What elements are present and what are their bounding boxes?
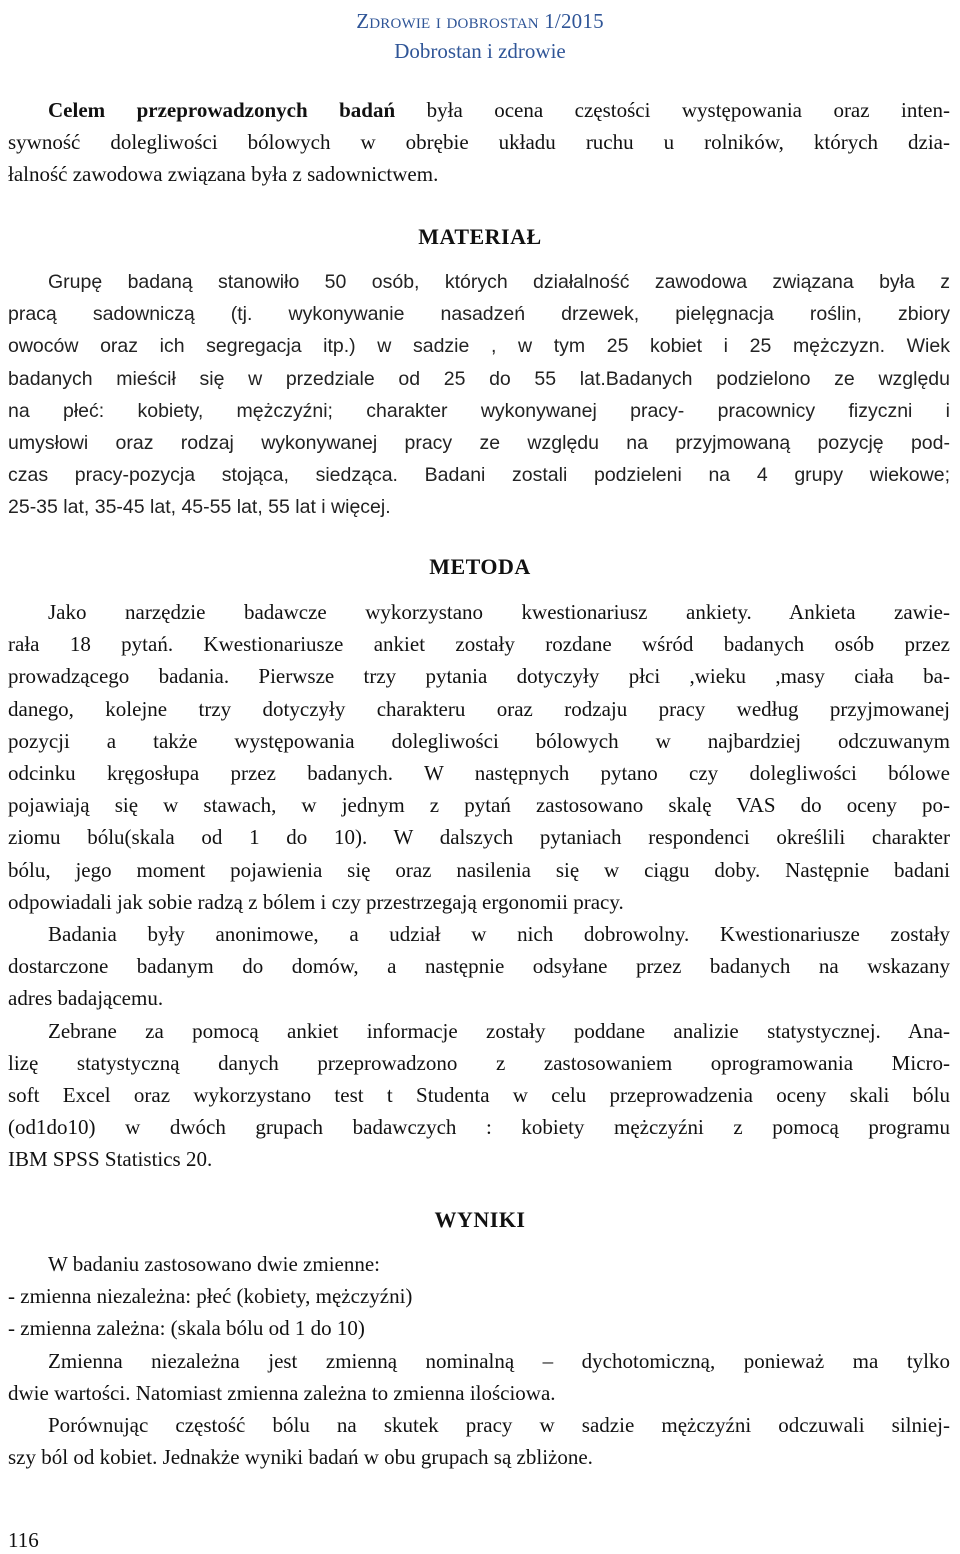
method-p2-line-1: Badania były anonimowe, a udział w nich dobrowolny. Kwestionariusze zostały	[48, 922, 950, 947]
aim-paragraph	[8, 94, 950, 191]
method-line-10: odpowiadali jak sobie radzą z bólem i czy przestrzegają ergonomii pracy.	[8, 889, 624, 914]
method-p3-line-5: IBM SPSS Statistics 20.	[8, 1147, 213, 1172]
material-line-5: na płeć: kobiety, mężczyźni; charakter wykonywanej pracy- pracownicy fizyczni i	[8, 399, 950, 422]
material-heading: MATERIAŁ	[418, 224, 542, 249]
method-line-3: prowadzącego badania. Pierwsze trzy pytania dotyczyły płci ,wieku ,masy ciała ba-	[8, 664, 950, 689]
results-paragraph	[8, 1248, 950, 1473]
method-line-8: ziomu bólu(skala od 1 do 10). W dalszych pytaniach respondenci określili charakter	[8, 825, 950, 850]
aim-line-1: Celem przeprowadzonych badań była ocena częstości występowania oraz inten-	[48, 98, 950, 122]
method-line-4: danego, kolejne trzy dotyczyły charakteru oraz rodzaju pracy według przyjmowanej	[8, 696, 950, 721]
results-line-3: - zmienna zależna: (skala bólu od 1 do 10)	[8, 1316, 365, 1341]
method-paragraph-1	[8, 596, 950, 1176]
material-line-2: pracą sadowniczą (tj. wykonywanie nasadzeń drzewek, pielęgnacja roślin, zbiory	[8, 303, 950, 326]
material-line-8: 25-35 lat, 35-45 lat, 45-55 lat, 55 lat i więcej.	[8, 496, 391, 519]
results-p3-line-2: szy ból od kobiet. Jednakże wyniki badań w obu grupach są zbliżone.	[8, 1445, 593, 1470]
method-heading: METODA	[429, 554, 531, 579]
journal-title: Zdrowie i dobrostan 1/2015	[356, 9, 604, 33]
material-paragraph	[8, 266, 950, 524]
method-line-9: bólu, jego moment pojawienia się oraz nasilenia się w ciągu doby. Następnie badani	[8, 857, 950, 882]
material-line-6: umysłowi oraz rodzaj wykonywanej pracy ze względu na przyjmowaną pozycję pod-	[8, 432, 950, 455]
aim-line-3: łalność zawodowa związana była z sadownictwem.	[8, 162, 439, 187]
results-heading: WYNIKI	[434, 1207, 526, 1232]
method-line-2: rała 18 pytań. Kwestionariusze ankiet zostały rozdane wśród badanych osób przez	[8, 632, 950, 657]
method-p2-line-3: adres badającemu.	[8, 986, 164, 1011]
results-line-1: W badaniu zastosowano dwie zmienne:	[48, 1252, 381, 1276]
aim-bold-lead: Celem przeprowadzonych badań	[48, 98, 396, 122]
material-line-3: owoców oraz ich segregacja itp.) w sadzie , w tym 25 kobiet i 25 mężczyzn. Wiek	[8, 335, 950, 358]
method-p2-line-2: dostarczone badanym do domów, a następnie odsyłane przez badanych na wskazany	[8, 954, 950, 979]
material-line-7: czas pracy-pozycja stojąca, siedząca. Badani zostali podzieleni na 4 grupy wiekowe;	[8, 464, 950, 487]
aim-line-2: sywność dolegliwości bólowych w obrębie układu ruchu u rolników, których dzia-	[8, 130, 950, 155]
method-line-6: odcinku kręgosłupa przez badanych. W następnych pytano czy dolegliwości bólowe	[8, 761, 950, 786]
method-p3-line-1: Zebrane za pomocą ankiet informacje zostały poddane analizie statystycznej. Ana-	[48, 1018, 950, 1043]
method-p3-line-4: (od1do10) w dwóch grupach badawczych : kobiety mężczyźni z pomocą programu	[8, 1115, 950, 1140]
method-line-7: pojawiają się w stawach, w jednym z pytań zastosowano skalę VAS do oceny po-	[8, 793, 950, 818]
section-title: Dobrostan i zdrowie	[394, 39, 566, 63]
material-line-1: Grupę badaną stanowiło 50 osób, których działalność zawodowa związana była z	[48, 271, 950, 293]
results-p3-line-1: Porównując częstość bólu na skutek pracy w sadzie mężczyźni odczuwali silniej-	[48, 1413, 950, 1438]
page-number: 116	[8, 1528, 39, 1552]
method-line-5: pozycji a także występowania dolegliwości bólowych w najbardziej odczuwanym	[8, 728, 950, 753]
results-line-2: - zmienna niezależna: płeć (kobiety, mężczyźni)	[8, 1284, 413, 1309]
material-line-4: badanych mieścił się w przedziale od 25 do 55 lat.Badanych podzielono ze względu	[8, 367, 950, 390]
method-p3-line-2: lizę statystyczną danych przeprowadzono z zastosowaniem oprogramowania Micro-	[8, 1050, 950, 1075]
running-head	[0, 6, 960, 66]
method-line-1: Jako narzędzie badawcze wykorzystano kwestionariusz ankiety. Ankieta zawie-	[48, 600, 950, 624]
method-p3-line-3: soft Excel oraz wykorzystano test t Studenta w celu przeprowadzenia oceny skali bólu	[8, 1083, 950, 1108]
results-p2-line-2: dwie wartości. Natomiast zmienna zależna to zmienna ilościowa.	[8, 1380, 556, 1405]
results-p2-line-1: Zmienna niezależna jest zmienną nominalną – dychotomiczną, ponieważ ma tylko	[48, 1348, 950, 1373]
